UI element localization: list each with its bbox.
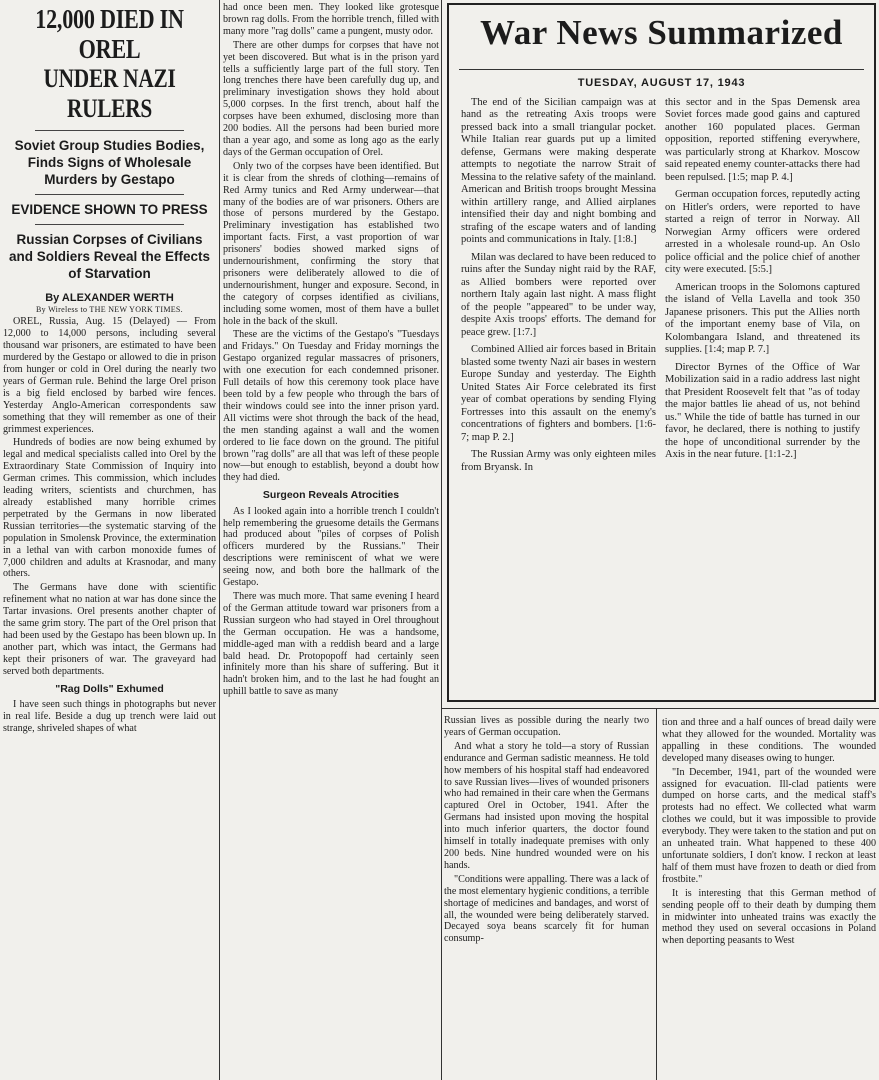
summary-paragraph: The end of the Sicilian campaign was at hand as the retreating Axis troops were pressed back into a small triangular pocket. While Italian rear guards put up a limited defense, Germans were making desperate attempts to negotiate the narrow Strait of Messina to the relative safety of the mainland. American and British troops brought Messina within artillery range, and Allied airplanes intensified their day and night bombing and strafing of the escape waters and of landing points and communications in Italy. [1:8.]	[461, 97, 656, 246]
summary-paragraph: this sector and in the Spas Demensk area Soviet forces made good gains and captured another 160 populated places. German opposition, reported stiffening everywhere, was particularly strong at Kharkov. Moscow said repeated enemy counter-attacks there had been repulsed. [1:5; map P. 4.]	[665, 97, 860, 183]
paragraph: These are the victims of the Gestapo's "Tuesdays and Fridays." On Tuesday and Friday mornings the Gestapo organized regular massacres of prisoners, with one execution for each condemned prisoner. Full details of how this ceremony took place have been told by a few people who through the bars of their windows could see into the inner prison yard. All victims were shot through the back of the head, the men standing against a wall and the women ordered to lie face down on the ground. The pitiful brown "rag dolls" are all that was left of these people now—but enough to establish, beyond a doubt how they had died.	[223, 329, 439, 484]
paragraph: And what a story he told—a story of Russian endurance and German sadistic meanness. He told how members of his hospital staff had endeavored to save Russian lives—lives of wounded prisoners who had remained in their care when the Germans captured Orel in October, 1941. After the Germans had insisted upon moving the hospital into much inferior quarters, the doctor found himself in totally inadequate premises with only 200 beds. Nine hundred wounded were on his hands.	[444, 740, 649, 871]
column-rule	[656, 708, 657, 1080]
paragraph: There are other dumps for corpses that have not yet been discovered. But what is in the prison yard tells a sufficiently large part of the full story. Ten long trenches there have been carefully dug up, and preliminary investigation shows they hold about 5,000 corpses. In the first trench, about half the corpses have been exhumed, disclosing more than 200 bodies. All the persons had been buried more than a year ago, and some as long ago as the early days of the German occupation of Orel.	[223, 39, 439, 158]
divider	[459, 69, 864, 70]
divider	[35, 194, 184, 195]
column-rule	[219, 0, 220, 1080]
headline-line-2: UNDER NAZI RULERS	[43, 64, 176, 123]
paragraph: The Germans have done with scientific refinement what no nation at war has done since the Tartar invasions. Orel presents another chapter of the same grim story. The part of the Orel prison that had been used by the Gestapo has been blown up. In another part, which was intact, the Germans had kept their prisoners of war. The graveyard had served both departments.	[3, 582, 216, 677]
deck-3: Russian Corpses of Civilians and Soldiers Reveal the Effects of Starvation	[8, 232, 211, 281]
paragraph: Only two of the corpses have been identified. But it is clear from the shreds of clothing—remains of Red Army tunics and Red Army underwear—that many of the bodies are of war prisoners. Others are those of persons murdered by the Gestapo. Preliminary investigation has established two important facts. First, a vast proportion of war prisoners' bodies showed marked signs of undernourishment, confirming the story that prisoners were deliberately allowed to die of undernourishment, hunger and exposure. Second, in the category of corpses identified as civilians, including some women, most of them have a bullet hole in the back of the skull.	[223, 160, 439, 327]
paragraph: "Conditions were appalling. There was a lack of the most elementary hygienic conditions, a terrible shortage of medicines and bandages, and worst of all, the wounded were being deliberately starved. Decayed soya beans scarcely fit for human consump-	[444, 873, 649, 945]
summary-paragraph: Milan was declared to have been reduced to ruins after the Sunday night raid by the RAF, as Allied bombers were reported over northern Italy again last night. A mass flight of the people "appeared" to be under way, despite Axis troops' efforts. The demand for peace grew. [1:7.]	[461, 251, 656, 338]
divider	[35, 224, 184, 225]
summary-date: TUESDAY, AUGUST 17, 1943	[577, 77, 746, 89]
summary-column-left	[461, 97, 656, 479]
article-column-3	[444, 715, 649, 947]
deck-2: EVIDENCE SHOWN TO PRESS	[11, 202, 208, 217]
divider	[35, 130, 184, 131]
paragraph: Hundreds of bodies are now being exhumed by legal and medical specialists called into Orel by the Extraordinary State Commission of Inquiry into German crimes. This commission, which includes leading writers, scientists and churchmen, has already established many horrible crimes perpetrated by the Germans in now liberated Russian territories—the systematic starving of the population in Smolensk Province, the extermination in a lethal van with carbon monoxide fumes of 7,000 children and adults at Krasnodar, and many others.	[3, 437, 216, 580]
wire-credit: By Wireless to THE NEW YORK TIMES.	[36, 304, 183, 314]
paragraph: "In December, 1941, part of the wounded were assigned for evacuation. Ill-clad patients were dumped on horse carts, and the medical staff's protests had no effect. We collected what warm clothes we could, but it was impossible to provide everybody. They were taken to the station and put on an unheated train. What happened to these 400 unfortunate soldiers, I don't know. I reckon at least half of them must have frozen to death or died from frostbite."	[662, 766, 876, 885]
summary-paragraph: The Russian Army was only eighteen miles from Bryansk. In	[461, 449, 656, 473]
summary-paragraph: German occupation forces, reputedly acting on Hitler's orders, were reported to have started a reign of terror in Norway. All Norwegian Army officers were ordered arrested in a wholesale round-up. An Oslo police official and the police chief of another city were executed. [5:5.]	[665, 189, 860, 276]
summary-paragraph: Director Byrnes of the Office of War Mobilization said in a radio address last night that President Roosevelt felt that "as of today the major battles lie ahead of us, not behind us." While the tide of battle has turned in our favor, he declared, there is nothing to justify the hope of unconditional surrender by the Axis in the near future. [1:1-2.]	[665, 361, 860, 461]
section-rule	[441, 708, 879, 709]
news-summary-box	[447, 3, 876, 702]
paragraph: It is interesting that this German method of sending people off to their death by dumping them in midwinter into unheated trains was exactly the method they used on several occasions in Poland when deporting peasants to West	[662, 887, 876, 947]
article-column-4	[662, 717, 876, 949]
paragraph: Russian lives as possible during the nearly two years of German occupation.	[444, 715, 649, 738]
subhead: "Rag Dolls" Exhumed	[55, 682, 164, 695]
column-rule	[441, 0, 442, 1080]
summary-paragraph: Combined Allied air forces based in Britain blasted some twenty Nazi air bases in western Europe Sunday and yesterday. The Eighth United States Air Force celebrated its first year of combat operations by sending Flying Fortresses into this assault on the enemy's concentrations of fighters and bombers. [1:6-7; map P. 2.]	[461, 344, 656, 443]
paragraph: had once been men. They looked like grotesque brown rag dolls. From the horrible trench, filled with many more "rag dolls" came a pungent, musty odor.	[223, 2, 439, 37]
deck-1: Soviet Group Studies Bodies, Finds Signs of Wholesale Murders by Gestapo	[14, 138, 205, 187]
article-column-1	[3, 4, 216, 737]
paragraph: I have seen such things in photographs but never in real life. Beside a dug up trench were laid out strange, shriveled shapes of what	[3, 698, 216, 734]
summary-column-right	[665, 97, 860, 467]
paragraph: As I looked again into a horrible trench I couldn't help remembering the gruesome details the Germans had produced about "piles of corpses of Polish officers murdered by the Russians." Their descriptions were reminiscent of what we were seeing now, and both bore the hallmark of the Gestapo.	[223, 505, 439, 589]
subhead: Surgeon Reveals Atrocities	[262, 489, 400, 502]
paragraph: There was much more. That same evening I heard of the German attitude toward war prisoners from a Russian surgeon who had stayed in Orel throughout the German occupation. He was a handsome, middle-aged man with a reddish beard and a large bald head. Dr. Protopopoff had certainly seen infinitely more than his share of suffering. But it hadn't broken him, and to the last he had fought an uphill battle to save as many	[223, 590, 439, 698]
article-column-2	[223, 2, 439, 700]
summary-paragraph: American troops in the Solomons captured the island of Vella Lavella and took 350 Japanese prisoners. This put the Allies north of the important enemy base of Vila, on Kolombangara Island, and threatened its supplies. [1:4; map P. 7.]	[665, 281, 860, 356]
summary-title: War News Summarized	[480, 13, 843, 52]
paragraph: OREL, Russia, Aug. 15 (Delayed) — From 12,000 to 14,000 persons, including several thousand war prisoners, are estimated to have been murdered by the Gestapo or allowed to die in prison from hunger or cold in Orel during the nearly two years of German rule. Behind the large Orel prison is a big field enclosed by barbed wire fences. Yesterday Anglo-American correspondents saw something that they will remember as one of their grimmest experiences.	[3, 316, 216, 435]
paragraph: tion and three and a half ounces of bread daily were what they allowed for the wounded. Mortality was appalling in these conditions. The wounded developed many diseases owing to hunger.	[662, 717, 876, 764]
headline-line-1: 12,000 DIED IN OREL	[35, 4, 184, 64]
byline: By ALEXANDER WERTH	[45, 292, 174, 304]
